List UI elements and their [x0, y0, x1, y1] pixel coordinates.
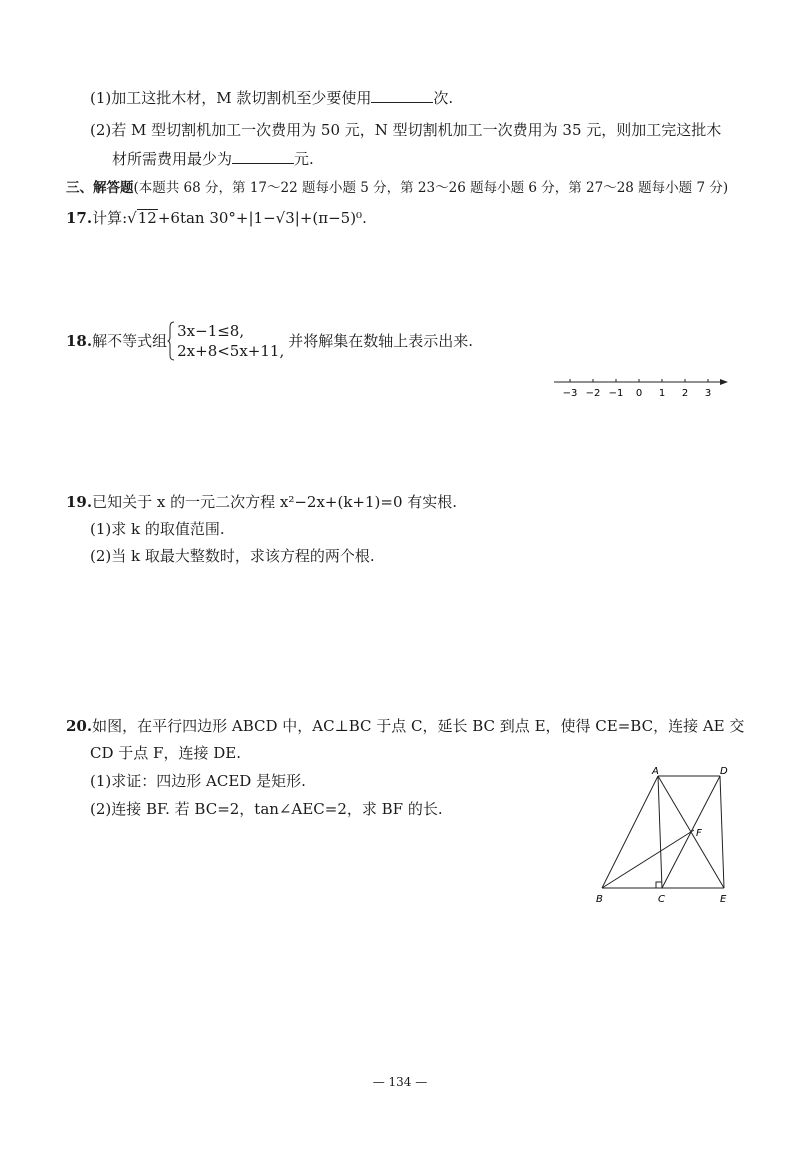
q18-instruction: 并将解集在数轴上表示出来.	[288, 332, 474, 350]
q16-part2-line1: (2)若 M 型切割机加工一次费用为 50 元，N 型切割机加工一次费用为 35 元，则加工完这批木	[90, 121, 722, 139]
geometry-figure	[590, 762, 740, 912]
label-D: D	[720, 766, 728, 777]
q16-part2-line2	[112, 149, 314, 169]
tick-label: 2	[681, 388, 689, 399]
segment-AB	[602, 776, 658, 888]
question-17	[66, 208, 367, 228]
arrow-right-icon	[720, 379, 728, 385]
section-header	[66, 178, 728, 198]
tick-label: 0	[635, 388, 643, 399]
q19-part1: (1)求 k 的取值范围.	[90, 520, 225, 538]
question-20	[66, 716, 744, 736]
section-desc: (本题共 68 分，第 17～22 题每小题 5 分，第 23～26 题每小题 6 分，第 27～28 题每小题 7 分)	[133, 180, 729, 196]
segment-DE	[720, 776, 724, 888]
inequality-1: 3x−1≤8,	[177, 322, 245, 340]
segment-AC	[658, 776, 662, 888]
q16-part1-tail: 次.	[433, 89, 454, 107]
q16-part1-text: (1)加工这批木材，M 款切割机至少要使用	[90, 89, 372, 107]
q16-part1	[90, 88, 453, 108]
question-number: 20.	[66, 717, 93, 735]
question-19	[66, 492, 457, 512]
question-18	[66, 318, 473, 364]
q20-stem-line2: CD 于点 F，连接 DE.	[90, 744, 241, 762]
segment-BF	[602, 830, 694, 888]
section-title: 三、解答题	[66, 180, 134, 196]
q16-part2-line2-tail: 元.	[294, 150, 314, 168]
right-angle-mark-icon	[656, 882, 662, 888]
number-line	[550, 372, 730, 402]
label-B: B	[596, 894, 603, 905]
label-C: C	[658, 894, 665, 905]
question-number: 19.	[66, 493, 93, 511]
page-number: — 134 —	[372, 1075, 428, 1089]
tick-label: 3	[704, 388, 712, 399]
q17-label: 计算:	[92, 209, 128, 227]
inequality-2: 2x+8<5x+11,	[177, 342, 285, 360]
q19-stem: 已知关于 x 的一元二次方程 x²−2x+(k+1)=0 有实根.	[92, 493, 458, 511]
q20-part2: (2)连接 BF. 若 BC=2，tan∠AEC=2，求 BF 的长.	[90, 800, 443, 818]
label-E: E	[720, 894, 727, 905]
left-brace-icon	[167, 321, 175, 361]
label-A: A	[652, 766, 659, 777]
inequality-system	[167, 321, 284, 361]
tick-label: −2	[585, 388, 601, 399]
q18-label: 解不等式组	[92, 332, 168, 350]
question-number: 17.	[66, 209, 93, 227]
question-number: 18.	[66, 332, 93, 350]
q20-part1: (1)求证：四边形 ACED 是矩形.	[90, 772, 306, 790]
tick-label: 1	[658, 388, 666, 399]
tick-label: −3	[562, 388, 578, 399]
answer-blank[interactable]	[232, 149, 294, 164]
sqrt-icon: √	[127, 209, 137, 227]
q16-part2-line2-text: 材所需费用最少为	[112, 150, 233, 168]
q17-radicand: 12	[137, 209, 157, 227]
answer-blank[interactable]	[371, 88, 433, 103]
q17-expression: +6tan 30°+|1−√3|+(π−5)⁰.	[157, 209, 367, 227]
label-F: F	[696, 828, 702, 839]
q20-stem-line1: 如图，在平行四边形 ABCD 中，AC⊥BC 于点 C，延长 BC 到点 E，使得 CE=BC，连接 AE 交	[92, 717, 745, 735]
tick-label: −1	[608, 388, 624, 399]
q19-part2: (2)当 k 取最大整数时，求该方程的两个根.	[90, 547, 375, 565]
